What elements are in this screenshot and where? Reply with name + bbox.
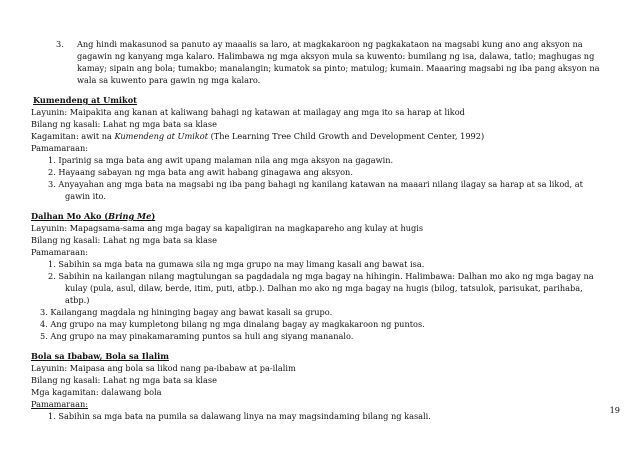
section1-step: 2. Hayaang sabayan ng mga bata ang awit habang ginagawa ang aksyon. — [48, 167, 353, 177]
section-title-bola: Bola sa Ibabaw, Bola sa Ilalim — [31, 351, 169, 361]
section2-step: 2. Sabihin na kailangan nilang magtulungan sa pagdadala ng mga bagay na hihingin. Halimbawa: Dalhan mo ako ng mga bagay na — [48, 271, 594, 281]
intro-item-line: kamay; sipain ang bola; tumakbo; manalangin; kumatok sa pinto; matulog; kumain. Maaaring magsabi ng iba pang aksyon na — [77, 63, 600, 73]
section3-bilang: Bilang ng kasali: Lahat ng mga bata sa klase — [31, 375, 217, 385]
section1-bilang: Bilang ng kasali: Lahat ng mga bata sa klase — [31, 119, 217, 129]
section3-layunin: Layunin: Maipasa ang bola sa likod nang pa-ibabaw at pa-ilalim — [31, 363, 296, 373]
section1-step: 1. Iparinig sa mga bata ang awit upang malaman nila ang mga aksyon na gagawin. — [48, 155, 394, 165]
intro-item-line: gagawin ng kanyang mga kalaro. Halimbawa ng mga aksyon mula sa kuwento: bumilang ng isa, dalawa, tatlo; maghugas ng — [77, 51, 595, 61]
section2-pamamaraan: Pamamaraan: — [31, 247, 89, 257]
section1-layunin: Layunin: Maipakita ang kanan at kaliwang bahagi ng katawan at mailagay ang mga ito sa harap at likod — [31, 107, 465, 117]
section1-kagamitan — [31, 130, 484, 142]
section1-step-cont: gawin ito. — [65, 191, 106, 201]
section2-title-italic: Bring Me — [108, 211, 152, 221]
section2-step: 3. Kailangang magdala ng hininging bagay ang bawat kasali sa grupo. — [40, 307, 333, 317]
section1-step: 3. Anyayahan ang mga bata na magsabi ng iba pang bahagi ng kanilang katawan na maaari nilang ilagay sa harap at sa likod, at — [48, 179, 583, 189]
section3-pamamaraan: Pamamaraan: — [31, 399, 89, 409]
section2-step: 1. Sabihin sa mga bata na gumawa sila ng mga grupo na may limang kasali ang bawat isa. — [48, 259, 425, 269]
section-title-dalhan — [31, 210, 155, 222]
intro-item-line: Ang hindi makasunod sa panuto ay maaalis sa laro, at magkakaroon ng pagkakataon na magsabi kung ano ang aksyon na — [77, 39, 583, 49]
section3-kagamitan: Mga kagamitan: dalawang bola — [31, 387, 162, 397]
intro-item-number: 3. — [56, 39, 64, 49]
section2-title-main: Dalhan Mo Ako ( — [31, 211, 109, 221]
section2-bilang: Bilang ng kasali: Lahat ng mga bata sa klase — [31, 235, 217, 245]
page-number: 19 — [609, 405, 620, 415]
song-title: Kumendeng at Umikot — [114, 131, 209, 141]
intro-item-line: wala sa kuwento para gawin ng mga kalaro. — [77, 75, 261, 85]
section2-step: 4. Ang grupo na may kumpletong bilang ng mga dinalang bagay ay magkakaroon ng puntos. — [40, 319, 425, 329]
kagamitan-suffix: (The Learning Tree Child Growth and Development Center, 1992) — [208, 131, 485, 141]
section2-step-cont: atbp.) — [65, 295, 90, 305]
section3-step: 1. Sabihin sa mga bata na pumila sa dalawang linya na may magsindaming bilang ng kasali. — [48, 411, 431, 421]
section2-step: 5. Ang grupo na may pinakamaraming puntos sa huli ang siyang mananalo. — [40, 331, 354, 341]
section2-title-end: ) — [151, 211, 156, 221]
kagamitan-prefix: Kagamitan: awit na — [31, 131, 115, 141]
section-title-kumendeng: Kumendeng at Umikot — [33, 95, 137, 105]
section1-pamamaraan: Pamamaraan: — [31, 143, 89, 153]
section2-step-cont: kulay (pula, asul, dilaw, berde, itim, puti, atbp.). Dalhan mo ako ng mga bagay na hugis (bilog, tatsulok, parisukat, parihaba, — [65, 283, 583, 293]
section2-layunin: Layunin: Mapagsama-sama ang mga bagay sa kapaligiran na magkapareho ang kulay at hugis — [31, 223, 424, 233]
